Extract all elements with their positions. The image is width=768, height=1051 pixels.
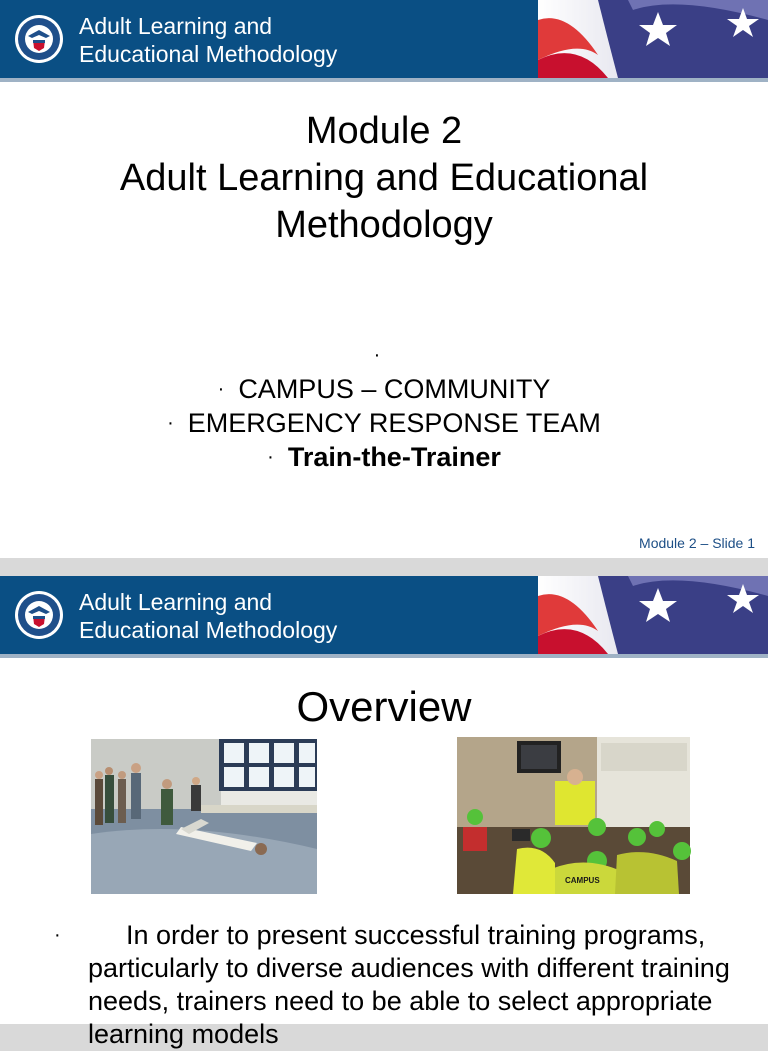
slide-title: [0, 108, 768, 249]
dhs-seal-icon: [14, 590, 64, 640]
bullet-dot: ·: [167, 412, 174, 434]
dhs-seal-icon: [14, 14, 64, 64]
slide-header: [0, 0, 768, 78]
training-exercise-photo: [91, 739, 317, 894]
bullet-item: · CAMPUS – COMMUNITY: [217, 374, 551, 404]
bullet-item: · EMERGENCY RESPONSE TEAM: [167, 408, 601, 438]
bullet-dot: ·: [267, 446, 274, 468]
slide-number: Module 2 – Slide 1: [639, 535, 755, 551]
header-divider: [0, 654, 768, 658]
header-title: [79, 588, 337, 644]
subtitle-bullets: [0, 338, 768, 474]
slide-2: [0, 576, 768, 1049]
header-title-line2: Educational Methodology: [79, 41, 338, 67]
header-title-line2: Educational Methodology: [79, 617, 338, 643]
bullet-dot: ·: [217, 378, 225, 400]
bullet-dot: ·: [373, 344, 381, 366]
title-line3: Methodology: [275, 204, 493, 246]
header-title-line1: Adult Learning and: [79, 13, 273, 39]
bullet-item: [0, 338, 768, 372]
title-line1: Module 2: [305, 110, 463, 152]
us-flag-icon: [538, 576, 768, 654]
vest-label: CAMPUS: [565, 876, 600, 885]
title-line2: Adult Learning and Educational: [119, 157, 649, 199]
slide-title: Overview: [296, 683, 472, 730]
header-title: [79, 12, 337, 68]
header-divider: [0, 78, 768, 82]
header-title-line1: Adult Learning and: [79, 589, 273, 615]
bullet-dot: ·: [54, 924, 61, 946]
bullet-item: · Train-the-Trainer: [267, 442, 501, 472]
overview-paragraph: In order to present successful training programs, particularly to diverse audiences with different training needs, trainers need to be able to select appropriate learning models: [88, 920, 730, 1049]
classroom-training-photo: [457, 737, 690, 894]
overview-body: [54, 919, 744, 1051]
slide-header: [0, 576, 768, 654]
us-flag-icon: [538, 0, 768, 78]
